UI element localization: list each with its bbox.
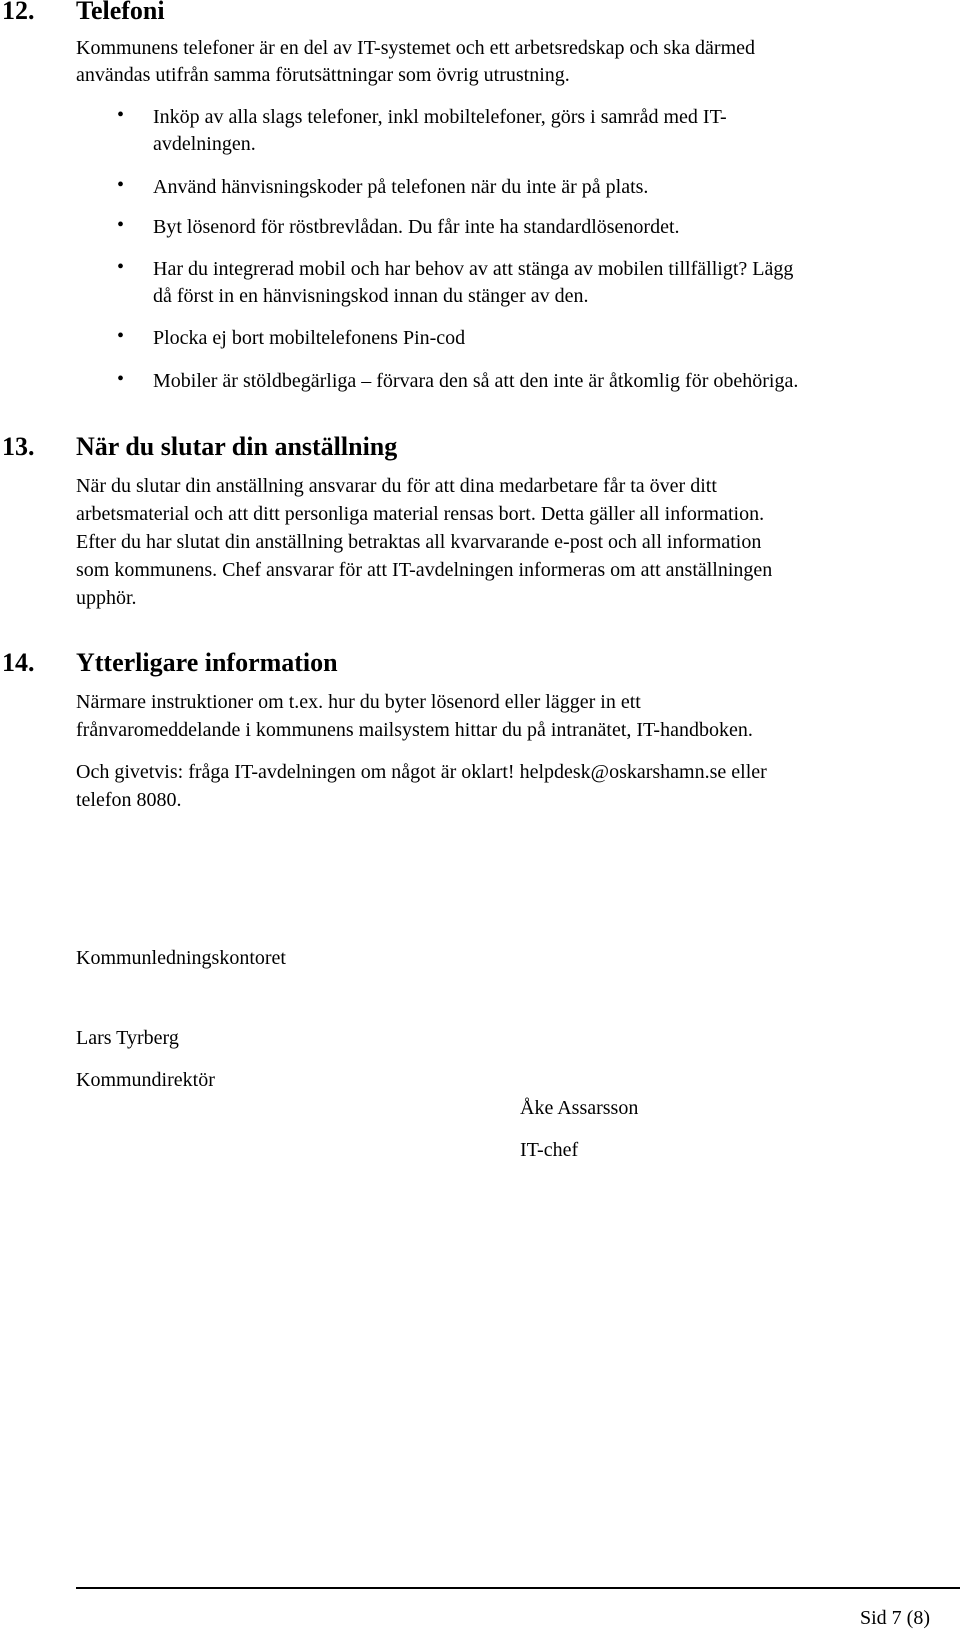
bullet-icon: • [117,368,125,390]
section-14-title: Ytterligare information [76,648,338,677]
section-14-para1-line-1: Närmare instruktioner om t.ex. hur du byter lösenord eller lägger in ett [76,691,641,713]
section-12-intro-line-1: Kommunens telefoner är en del av IT-systemet och ett arbetsredskap och ska därmed [76,37,756,59]
section-13-line-4: som kommunens. Chef ansvarar för att IT-avdelningen informeras om att anställningen [76,559,773,581]
section-12-number: 12. [2,0,35,25]
bullet-icon: • [117,214,125,236]
section-13-number: 13. [2,432,35,461]
bullet-icon: • [117,104,125,126]
signer-2-title: IT-chef [520,1139,579,1161]
section-13-line-2: arbetsmaterial och att ditt personliga material rensas bort. Detta gäller all information. [76,503,765,525]
section-14-para2-line-1: Och givetvis: fråga IT-avdelningen om något är oklart! helpdesk@oskarshamn.se eller [76,761,767,783]
bullet-icon: • [117,174,125,196]
list-item: Plocka ej bort mobiltelefonens Pin-cod [153,327,466,349]
list-item: Inköp av alla slags telefoner, inkl mobiltelefoner, görs i samråd med IT- [153,106,727,128]
section-14-para1-line-2: frånvaromeddelande i kommunens mailsystem hittar du på intranätet, IT-handboken. [76,719,753,741]
office-name: Kommunledningskontoret [76,947,286,969]
section-13-title: När du slutar din anställning [76,432,398,461]
section-14-number: 14. [2,648,35,677]
list-item: Mobiler är stöldbegärliga – förvara den så att den inte är åtkomlig för obehöriga. [153,370,799,392]
section-13-line-3: Efter du har slutat din anställning betraktas all kvarvarande e-post och all information [76,531,762,553]
section-13-line-5: upphör. [76,587,137,609]
section-12-intro-line-2: användas utifrån samma förutsättningar som övrig utrustning. [76,64,570,86]
page-number: Sid 7 (8) [860,1607,930,1629]
signer-1-title: Kommundirektör [76,1069,215,1091]
list-item: Har du integrerad mobil och har behov av att stänga av mobilen tillfälligt? Lägg [153,258,794,280]
section-13-line-1: När du slutar din anställning ansvarar du för att dina medarbetare får ta över ditt [76,475,717,497]
section-12-title: Telefoni [76,0,165,25]
list-item-continuation: avdelningen. [153,133,256,155]
bullet-icon: • [117,256,125,278]
list-item-continuation: då först in en hänvisningskod innan du stänger av den. [153,285,589,307]
signer-1-name: Lars Tyrberg [76,1027,179,1049]
list-item: Byt lösenord för röstbrevlådan. Du får inte ha standardlösenordet. [153,216,680,238]
signer-2-name: Åke Assarsson [520,1097,639,1119]
footer-divider [76,1587,960,1589]
bullet-icon: • [117,325,125,347]
list-item: Använd hänvisningskoder på telefonen när du inte är på plats. [153,176,649,198]
section-14-para2-line-2: telefon 8080. [76,789,182,811]
